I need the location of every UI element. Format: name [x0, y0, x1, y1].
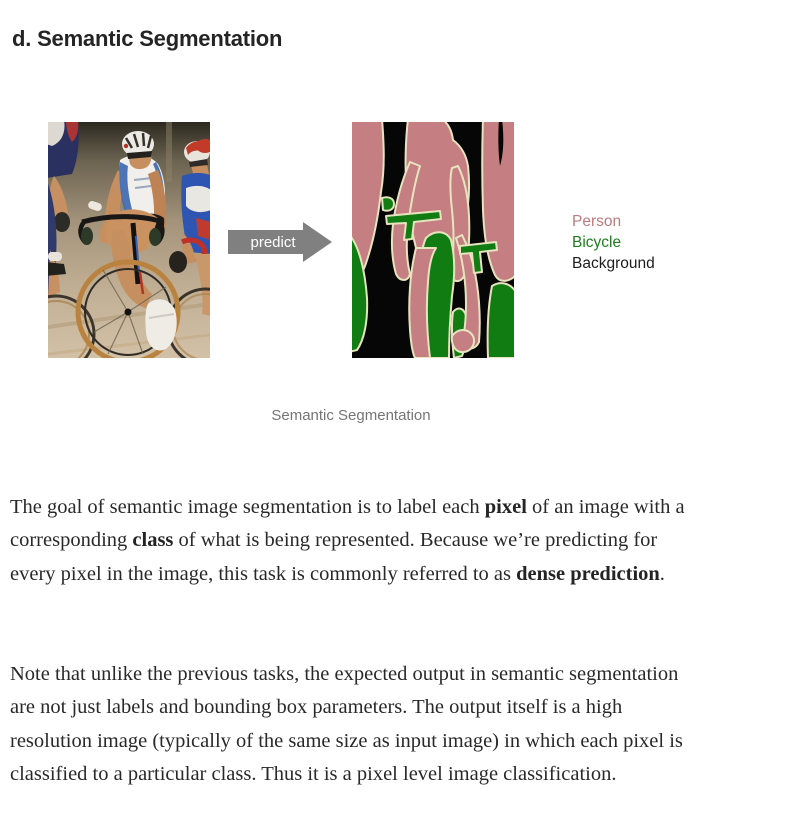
segmentation-mask [352, 122, 514, 358]
legend-item-bicycle: Bicycle [572, 234, 622, 251]
body-text: of what is being represented. Because we’re predicting for every pixel in the image, this task is commonly referred to as [10, 529, 658, 585]
body-text: . [659, 562, 665, 585]
predict-arrow-label: predict [250, 234, 296, 251]
paragraph-output-description [10, 658, 694, 792]
legend-item-person: Person [572, 213, 622, 230]
body-text: Note that unlike the previous tasks, the expected output in semantic segmentation are not just labels and bounding box parameters. The output itself is a high resolution image (typically of the same size as input image) in which each pixel is classified to a particular class. Thus it is a pixel level image classification. [10, 662, 683, 785]
predict-arrow [226, 218, 336, 266]
emphasized-term: dense prediction [516, 562, 660, 585]
emphasized-term: pixel [484, 495, 527, 518]
paragraph-goal-of-segmentation [10, 491, 694, 592]
input-photo [48, 122, 210, 358]
legend-item-background: Background [572, 255, 655, 272]
body-text: The goal of semantic image segmentation is to label each [10, 495, 485, 518]
figure-caption: Semantic Segmentation [271, 407, 431, 424]
body-text: of an image with a corresponding [10, 495, 685, 551]
emphasized-term: class [132, 529, 174, 551]
mask-legend [572, 211, 655, 274]
section-heading: d. Semantic Segmentation [12, 26, 283, 52]
